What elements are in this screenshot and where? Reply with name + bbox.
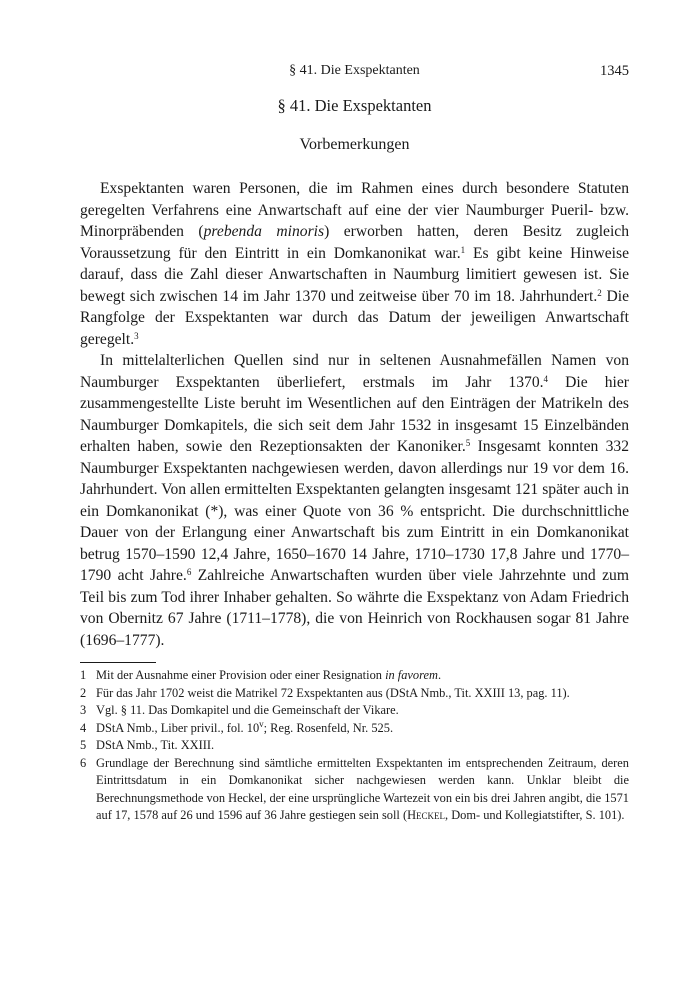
footnote-number: 2 bbox=[80, 685, 87, 700]
footnote-4 bbox=[80, 720, 629, 738]
page-number: 1345 bbox=[600, 63, 629, 79]
section-subtitle: Vorbemerkungen bbox=[299, 136, 410, 153]
text-run: Die hier zusammengestellte Liste beruht im Wesentlichen auf den Einträgen der Matrikeln des Naumburger Domkapitels, die sich seit dem Jahr 1532 in insgesamt 15 Einzelbänden erhalten haben, sowie den Rezeptionsakten der Kanoniker. bbox=[80, 373, 629, 455]
body-text bbox=[80, 178, 629, 651]
footnote-text: DStA Nmb., Tit. XXIII. bbox=[96, 738, 215, 752]
footnote-text bbox=[96, 667, 629, 685]
footnote-ref-2[interactable]: 2 bbox=[597, 287, 602, 298]
footnote-text bbox=[96, 755, 629, 825]
footnote-6 bbox=[80, 755, 629, 825]
footnote-number: 5 bbox=[80, 738, 87, 752]
footnote-ref-6[interactable]: 6 bbox=[186, 567, 192, 577]
footnote-3 bbox=[80, 702, 629, 720]
text-run: DStA Nmb., Liber privil., fol. 10 bbox=[96, 720, 260, 735]
running-title: § 41. Die Exspektanten bbox=[289, 63, 420, 78]
footnote-number: 6 bbox=[80, 755, 87, 770]
running-header bbox=[80, 63, 629, 83]
text-run: Insgesamt konnten 332 Naumburger Exspektanten nachgewiesen werden, davon allerdings nur 19 vor dem 16. Jahrhundert. Von allen ermittelten Exspektanten gelangten insgesamt 121 später auch in ein Domkanonikat (*), was einer Quote von 36 % entspricht. Die durchschnittliche Dauer von der Erlangung einer Anwartschaft bis zum Eintritt in ein Domkanonikat betrug 1570–1590 12,4 Jahre, 1650–1670 14 Jahre, 1710–1730 17,8 Jahre und 1770–1790 acht Jahre. bbox=[80, 438, 629, 584]
italic-term: in favorem bbox=[385, 668, 438, 682]
footnote-1 bbox=[80, 667, 629, 685]
section-title: § 41. Die Exspektanten bbox=[277, 96, 432, 115]
footnote-text bbox=[96, 720, 629, 738]
text-run: Grundlage der Berechnung sind sämtliche ermittelten Exspektanten im entsprechenden Zeitraum, deren Eintrittsdatum in ein Domkanonikat sicher nachgewiesen werden kann. Unklar bleibt die Berechnungsmethode von Heckel, der eine ursprüngliche Wartezeit von ein bis drei Jahren angibt, die 1571 auf 17, 1578 auf 26 und 1596 auf 36 Jahre gestiegen sein soll ( bbox=[96, 755, 629, 822]
text-run: . bbox=[437, 668, 442, 682]
paragraph-1 bbox=[80, 178, 629, 350]
text-run: , Dom- und Kollegiatstifter, S. 101). bbox=[445, 808, 625, 822]
footnote-5 bbox=[80, 737, 629, 755]
footnote-number: 1 bbox=[80, 668, 87, 682]
italic-term: prebenda minoris bbox=[203, 223, 325, 240]
text-run: Die Rangfolge der Exspektanten war durch das Datum der jeweiligen Anwartschaft geregelt. bbox=[80, 287, 629, 348]
footnote-ref-5[interactable]: 5 bbox=[465, 438, 471, 448]
text-run: Zahlreiche Anwartschaften wurden über viele Jahrzehnte und zum Teil bis zum Tod ihrer Inhaber gehalten. So währte die Exspektanz von Adam Friedrich von Obernitz 67 Jahre (1711–1778), die von Heinrich von Rockhausen sogar 81 Jahre (1696–1777). bbox=[80, 567, 629, 649]
text-run: ; Reg. Rosenfeld, Nr. 525. bbox=[263, 720, 394, 735]
author-name: Heckel bbox=[407, 808, 446, 822]
footnote-ref-4[interactable]: 4 bbox=[543, 373, 549, 384]
text-run: In mittelalterlichen Quellen sind nur in seltenen Ausnahmefällen Namen von Naumburger Exspektanten überliefert, erstmals im Jahr 1370. bbox=[80, 352, 629, 391]
footnote-number: 4 bbox=[80, 720, 87, 735]
text-run: Es gibt keine Hinweise darauf, dass die Zahl dieser Anwartschaften in Naumburg limitiert gewesen ist. Sie bewegt sich zwischen 14 im Jahr 1370 und zeitweise über 70 im 18. Jahrhundert. bbox=[80, 244, 629, 305]
paragraph-2 bbox=[80, 350, 629, 651]
footnote-number: 3 bbox=[80, 703, 87, 717]
footnotes bbox=[80, 667, 629, 825]
text-run: Exspektanten waren Personen, die im Rahmen eines durch besondere Statuten geregelten Verfahrens eine Anwartschaft auf eine der vier Naumburger Pueril- bzw. Minorpräbenden ( bbox=[80, 180, 629, 240]
footnote-ref-3[interactable]: 3 bbox=[134, 330, 139, 341]
footnote-2 bbox=[80, 685, 629, 703]
footnote-text: Für das Jahr 1702 weist die Matrikel 72 Exspektanten aus (DStA Nmb., Tit. XXIII 13, pag. 11). bbox=[96, 685, 570, 700]
footnote-divider bbox=[80, 662, 156, 663]
verso-mark: v bbox=[259, 718, 264, 729]
footnote-ref-1[interactable]: 1 bbox=[460, 244, 466, 255]
text-run: ) erworben hatten, deren Besitz zugleich Voraussetzung für den Eintritt in ein Domkanonikat war. bbox=[80, 223, 629, 262]
footnote-text: Vgl. § 11. Das Domkapitel und die Gemeinschaft der Vikare. bbox=[96, 703, 399, 717]
text-run: Mit der Ausnahme einer Provision oder einer Resignation bbox=[96, 668, 386, 682]
